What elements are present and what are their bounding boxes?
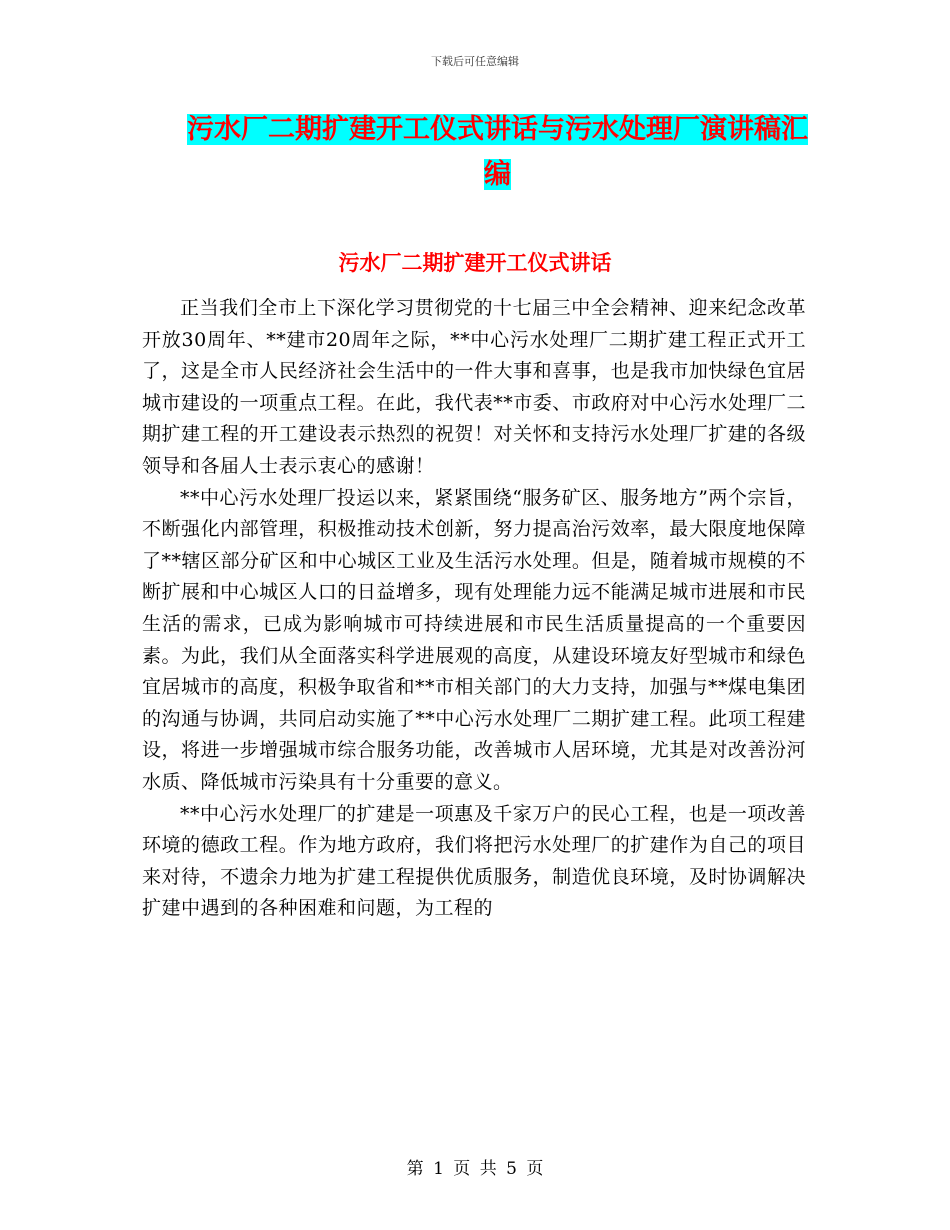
section-title: 污水厂二期扩建开工仪式讲话	[338, 251, 612, 275]
paragraph: 正当我们全市上下深化学习贯彻党的十七届三中全会精神、迎来纪念改革开放30周年、**建市20周年之际，**中心污水处理厂二期扩建工程正式开工了，这是全市人民经济社会生活中的一件大事和喜事，也是我市加快绿色宜居城市建设的一项重点工程。在此，我代表**市委、市政府对中心污水处理厂二期扩建工程的开工建设表示热烈的祝贺！对关怀和支持污水处理厂扩建的各级领导和各届人士表示衷心的感谢！	[142, 297, 806, 477]
document-title	[180, 107, 815, 197]
document-title-text: 污水厂二期扩建开工仪式讲话与污水处理厂演讲稿汇编	[187, 114, 808, 190]
paragraph: **中心污水处理厂的扩建是一项惠及千家万户的民心工程，也是一项改善环境的德政工程。作为地方政府，我们将把污水处理厂的扩建作为自己的项目来对待，不遗余力地为扩建工程提供优质服务，制造优良环境，及时协调解决扩建中遇到的各种困难和问题，为工程的	[142, 802, 806, 920]
body-text	[142, 293, 806, 925]
paragraph: **中心污水处理厂投运以来，紧紧围绕“服务矿区、服务地方”两个宗旨，不断强化内部管理，积极推动技术创新，努力提高治污效率，最大限度地保障了**辖区部分矿区和中心城区工业及生活污水处理。但是，随着城市规模的不断扩展和中心城区人口的日益增多，现有处理能力远不能满足城市进展和市民生活的需求，已成为影响城市可持续进展和市民生活质量提高的一个重要因素。为此，我们从全面落实科学进展观的高度，从建设环境友好型城市和绿色宜居城市的高度，积极争取省和**市相关部门的大力支持，加强与**煤电集团的沟通与协调，共同启动实施了**中心污水处理厂二期扩建工程。此项工程建设，将进一步增强城市综合服务功能，改善城市人居环境，尤其是对改善汾河水质、降低城市污染具有十分重要的意义。	[142, 486, 807, 793]
header-note: 下载后可任意编辑	[431, 55, 519, 68]
page-number: 第 1 页 共 5 页	[406, 1159, 544, 1179]
